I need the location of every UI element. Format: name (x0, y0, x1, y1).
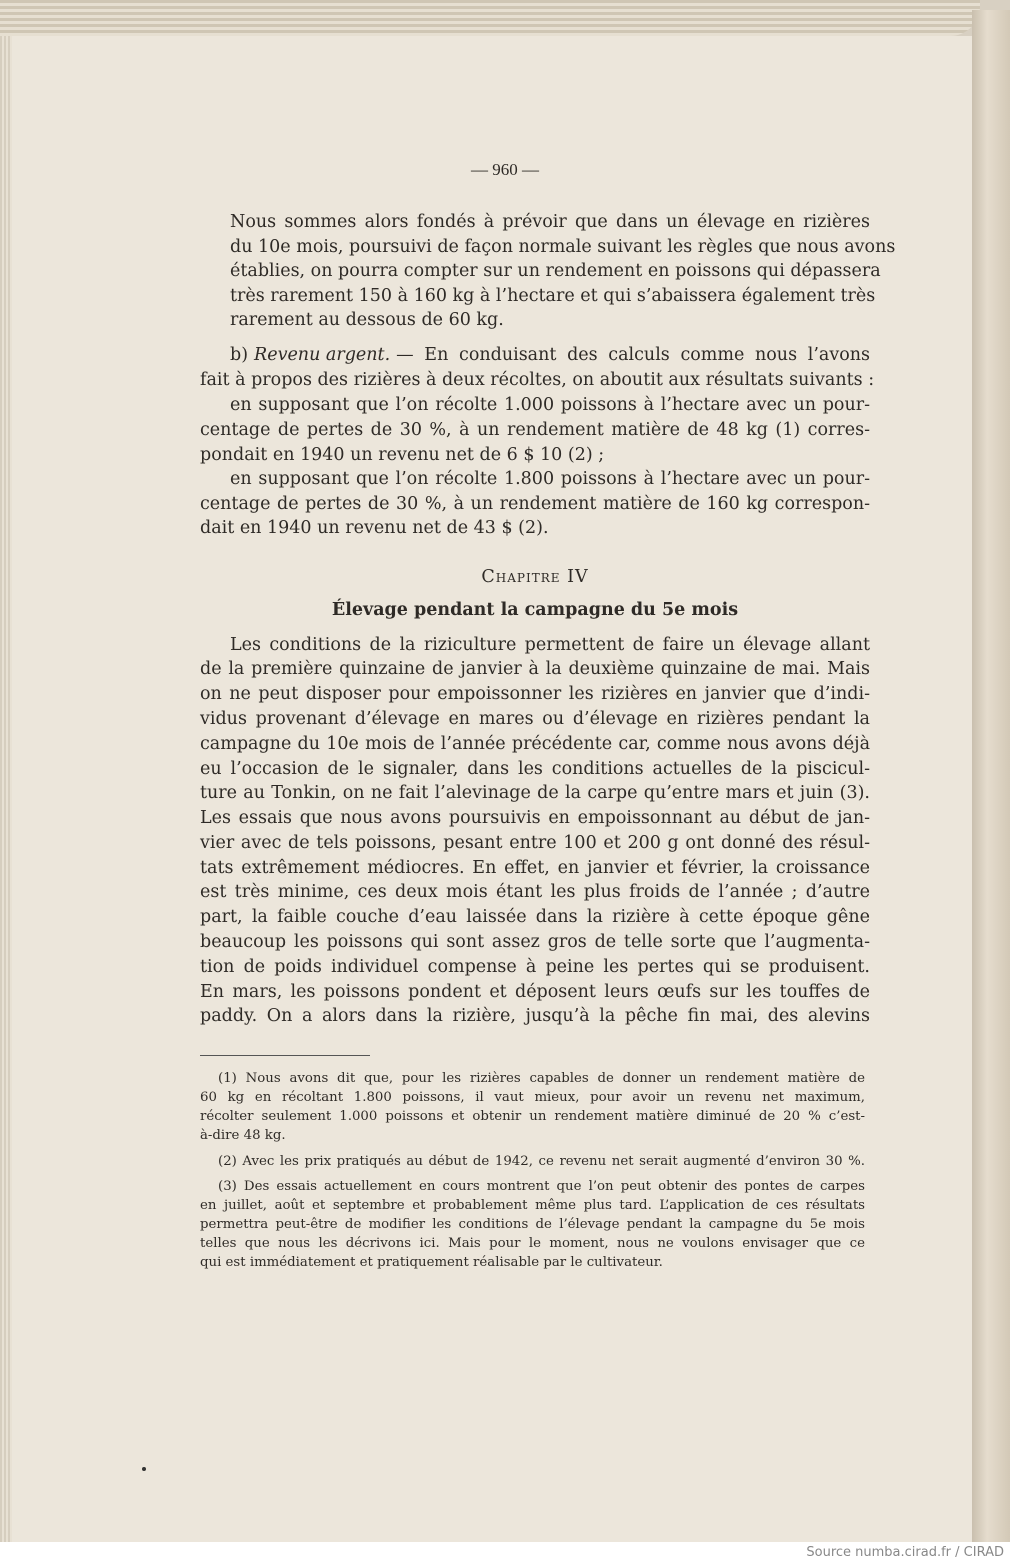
text-line: vier avec de tels poissons, pesant entre 100 et 200 g ont donné des résul- (200, 833, 870, 853)
footnote-line: (1) Nous avons dit que, pour les rizières capables de donner un rendement matière de (218, 1071, 865, 1086)
footnote-line: en juillet, août et septembre et probablement même plus tard. L’application de ces résultats (200, 1198, 865, 1213)
chapter-title: Élevage pendant la campagne du 5e mois (331, 600, 739, 620)
text-line: on ne peut disposer pour empoissonner les rizières en janvier que d’indi- (200, 684, 870, 704)
text-line: paddy. On a alors dans la rizière, jusqu’à la pêche fin mai, des alevins (200, 1006, 870, 1026)
chapter-label: Chapitre IV (481, 567, 589, 587)
text-line: vidus provenant d’élevage en mares ou d’élevage en rizières pendant la (200, 709, 870, 729)
text: — En conduisant des calculs comme nous l’avons (396, 345, 870, 365)
text-line: Nous sommes alors fondés à prévoir que dans un élevage en rizières (230, 212, 870, 232)
text-line: campagne du 10e mois de l’année précédente car, comme nous avons déjà (200, 734, 870, 754)
text-line: pondait en 1940 un revenu net de 6 $ 10 (2) ; (200, 445, 605, 465)
text-line: est très minime, ces deux mois étant les plus froids de l’année ; d’autre (200, 882, 870, 902)
text-line: dait en 1940 un revenu net de 43 $ (2). (200, 518, 549, 538)
footnote-line: (2) Avec les prix pratiqués au début de 1942, ce revenu net serait augmenté d’environ 30 %. (218, 1154, 865, 1169)
text-line: En mars, les poissons pondent et déposent leurs œufs sur les touffes de (200, 982, 870, 1002)
section-heading: Revenu argent. (254, 345, 391, 365)
footnote-line: 60 kg en récoltant 1.800 poissons, il vaut mieux, pour avoir un revenu net maximum, (200, 1090, 865, 1105)
text-line: part, la faible couche d’eau laissée dans la rizière à cette époque gêne (200, 907, 870, 927)
ink-spot (142, 1467, 146, 1471)
footnote-line: récolter seulement 1.000 poissons et obtenir un rendement matière diminué de 20 % c’est- (200, 1109, 865, 1124)
page-edges-right (972, 10, 1010, 1542)
page-number: — 960 — (471, 160, 539, 179)
list-label: b) (230, 345, 249, 365)
footnote-line: telles que nous les décrivons ici. Mais pour le moment, nous ne voulons envisager que ce (200, 1236, 865, 1251)
page-edges-left (0, 36, 12, 1542)
text-line: ture au Tonkin, on ne fait l’alevinage de la carpe qu’entre mars et juin (3). (200, 783, 870, 803)
text-line: Les essais que nous avons poursuivis en empoissonnant au début de jan- (200, 808, 870, 828)
text-line: beaucoup les poissons qui sont assez gros de telle sorte que l’augmenta- (200, 932, 870, 952)
text-line: tats extrêmement médiocres. En effet, en janvier et février, la croissance (200, 858, 870, 878)
page-edges-top (0, 0, 980, 36)
text-line: en supposant que l’on récolte 1.000 poissons à l’hectare avec un pour- (230, 395, 870, 415)
footnote-divider (200, 1055, 370, 1056)
text-line: rarement au dessous de 60 kg. (230, 310, 504, 330)
text-line (230, 343, 870, 367)
text-line: en supposant que l’on récolte 1.800 poissons à l’hectare avec un pour- (230, 469, 870, 489)
footnote-line: (3) Des essais actuellement en cours montrent que l’on peut obtenir des pontes de carpes (218, 1179, 865, 1194)
footnote-line: qui est immédiatement et pratiquement réalisable par le cultivateur. (200, 1255, 663, 1270)
source-credit: Source numba.cirad.fr / CIRAD (806, 1545, 1004, 1560)
text-line: du 10e mois, poursuivi de façon normale suivant les règles que nous avons (230, 237, 896, 257)
text-line: de la première quinzaine de janvier à la deuxième quinzaine de mai. Mais (200, 659, 870, 679)
text-line: établies, on pourra compter sur un rendement en poissons qui dépassera (230, 261, 881, 281)
footnote-line: permettra peut-être de modifier les conditions de l’élevage pendant la campagne du 5e mois (200, 1217, 865, 1232)
text-line: très rarement 150 à 160 kg à l’hectare et qui s’abaissera également très (230, 286, 876, 306)
text-line: Les conditions de la riziculture permettent de faire un élevage allant (230, 635, 870, 655)
footnote-line: à-dire 48 kg. (200, 1128, 286, 1143)
text-line: centage de pertes de 30 %, à un rendement matière de 160 kg correspon- (200, 494, 870, 514)
text-line: tion de poids individuel compense à peine les pertes qui se produisent. (200, 957, 870, 977)
text-line: centage de pertes de 30 %, à un rendement matière de 48 kg (1) corres- (200, 420, 870, 440)
text-line: eu l’occasion de le signaler, dans les conditions actuelles de la piscicul- (200, 759, 870, 779)
text-line: fait à propos des rizières à deux récoltes, on aboutit aux résultats suivants : (200, 370, 875, 390)
